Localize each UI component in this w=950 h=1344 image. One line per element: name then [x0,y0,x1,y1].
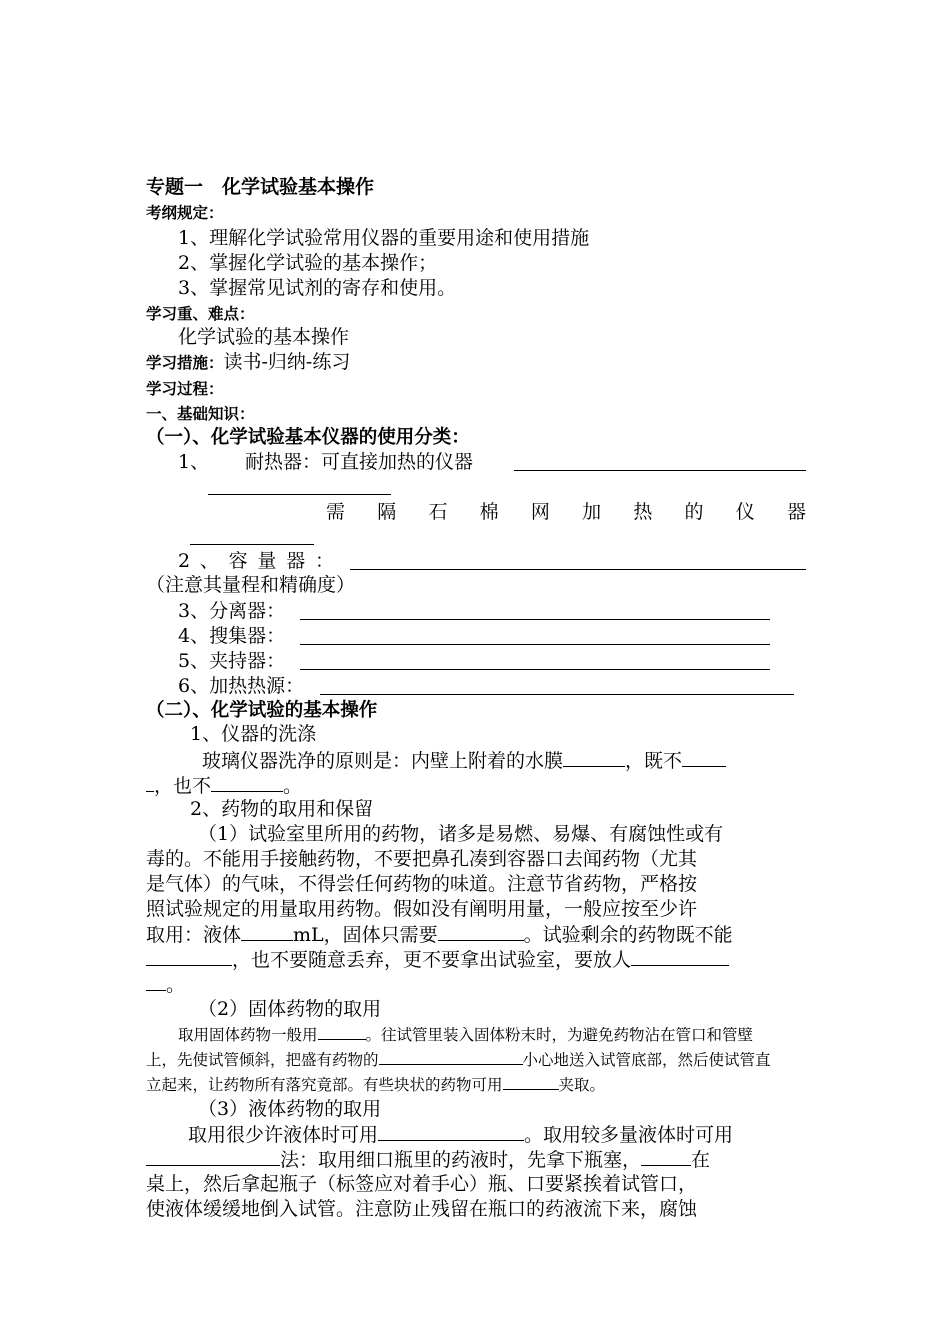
p1-text: 取用：液体 [146,924,242,946]
blank[interactable] [318,1025,366,1040]
char: 容 [228,550,248,572]
char: 器 [786,501,806,523]
item1-blank-2[interactable] [208,494,391,495]
item6-label: 6、加热热源： [178,675,305,697]
blank[interactable] [631,947,729,966]
p2-text: 。往试管里装入固体粉末时，为避免药物沾在管口和管壁 [365,1026,754,1044]
blank[interactable] [241,922,293,941]
s1-title: 1、仪器的洗涤 [190,723,317,745]
focus-text: 化学试验的基本操作 [178,326,350,348]
item1-text: 耐热器：可直接加热的仪器 [245,451,474,473]
s2-title: 2、药物的取用和保留 [190,798,374,820]
blank[interactable] [378,1122,524,1141]
char: 加 [582,501,602,523]
blank[interactable] [682,748,726,767]
s1-line [202,748,726,773]
blank[interactable] [438,922,524,941]
char: 需 [326,501,346,523]
char: ： [314,550,334,572]
char: 的 [684,501,704,523]
p3-line-1 [188,1122,733,1147]
item6-blank[interactable] [320,694,794,695]
item4-blank[interactable] [300,644,770,645]
method-text: 读书-归纳-练习 [223,351,351,373]
char: 、 [199,550,219,572]
s1-text-d: 。 [283,775,303,797]
char: 量 [257,550,277,572]
item3-label: 3、分离器： [178,600,286,622]
kaogang-item-1: 1、理解化学试验常用仪器的重要用途和使用措施 [178,227,590,249]
p2-text: 上，先使试管倾斜，把盛有药物的 [146,1051,379,1069]
item2-line [178,549,334,573]
p3-text: 。取用较多量液体时可用 [524,1124,734,1146]
s1-text-a: 玻璃仪器洗净的原则是：内壁上附着的水膜 [202,750,564,772]
page-title: 专题一 化学试验基本操作 [146,176,375,198]
item2-note: （注意其量程和精确度） [146,574,356,596]
p3-line-4: 使液体缓缓地倒入试管。注意防止残留在瓶口的药液流下来，腐蚀 [146,1198,698,1220]
process-label: 学习过程： [146,380,224,398]
p1-line-5 [146,922,733,947]
p1-line-6 [146,947,729,972]
p1-text: 。试验剩余的药物既不能 [523,924,733,946]
section2-heading: （二）、化学试验的基本操作 [146,700,378,721]
kaogang-item-2: 2、掌握化学试验的基本操作； [178,252,438,274]
item1-blank-1[interactable] [514,470,806,471]
s1-text-b: ，既不 [625,750,683,772]
blank[interactable] [641,1147,691,1166]
item3-blank[interactable] [300,619,770,620]
blank[interactable] [211,773,283,792]
char: 2 [178,550,191,572]
p1-text: ，也不要随意丢弃，更不要拿出试验室，要放人 [232,949,632,971]
blank[interactable] [146,1147,280,1166]
p2-text: 立起来，让药物所有落究竟部。有些块状的药物可用 [146,1076,503,1094]
char: 仪 [735,501,755,523]
blank[interactable] [379,1050,523,1065]
char: 热 [633,501,653,523]
focus-label: 学习重、难点： [146,305,255,323]
item1-num: 1、 [178,451,210,473]
p1-text: mL，固体只需要 [293,924,438,946]
p2-text: 小心地送入试管底部，然后使试管直 [522,1051,771,1069]
basics-label: 一、基础知识： [146,405,255,423]
blank[interactable] [146,947,232,966]
p1-text: 。 [166,974,186,996]
p3-line-2 [146,1147,710,1172]
p2-text: 夹取。 [558,1076,606,1094]
item5-label: 5、夹持器： [178,650,286,672]
char: 石 [428,501,448,523]
char: 隔 [377,501,397,523]
p2-line-2 [146,1048,771,1072]
kaogang-item-3: 3、掌握常见试剂的寄存和使用。 [178,277,457,299]
s1-text-c: ，也不 [154,775,212,797]
item1-blank-3[interactable] [190,544,314,545]
p3-title: （3）液体药物的取用 [198,1098,382,1120]
item2-blank[interactable] [350,569,806,570]
s1-line-2 [146,773,302,798]
method-line [146,350,350,375]
p2-line-1 [178,1023,753,1047]
p1-line-2: 毒的。不能用手接触药物，不要把鼻孔凑到容器口去闻药物（尤其 [146,848,698,870]
char: 棉 [479,501,499,523]
item4-label: 4、搜集器： [178,625,286,647]
p1-line-7 [146,972,185,997]
method-label: 学习措施： [146,354,224,372]
p1-line-4: 照试验规定的用量取用药物。假如没有阐明用量，一般应按至少许 [146,898,698,920]
item5-blank[interactable] [300,669,770,670]
p2-text: 取用固体药物一般用 [178,1026,318,1044]
blank[interactable] [146,972,166,991]
kaogang-label: 考纲规定： [146,204,224,222]
blank[interactable] [563,748,625,767]
blank[interactable] [503,1075,559,1090]
p3-text: 取用很少许液体时可用 [188,1124,379,1146]
p3-line-3: 桌上，然后拿起瓶子（标签应对着手心）瓶、口要紧挨着试管口， [146,1173,698,1195]
item1-sub-line [326,500,806,524]
char: 器 [286,550,306,572]
char: 网 [530,501,550,523]
p1-line-3: 是气体）的气味，不得尝任何药物的味道。注意节省药物，严格按 [146,873,698,895]
p1-line-1: （1）试验室里所用的药物，诸多是易燃、易爆、有腐蚀性或有 [198,823,724,845]
p3-text: 在 [691,1149,711,1171]
p2-title: （2）固体药物的取用 [198,998,382,1020]
section1-heading: （一）、化学试验基本仪器的使用分类： [146,427,470,448]
p3-text: 法：取用细口瓶里的药液时，先拿下瓶塞， [280,1149,642,1171]
blank[interactable] [146,773,154,792]
p2-line-3 [146,1073,605,1097]
